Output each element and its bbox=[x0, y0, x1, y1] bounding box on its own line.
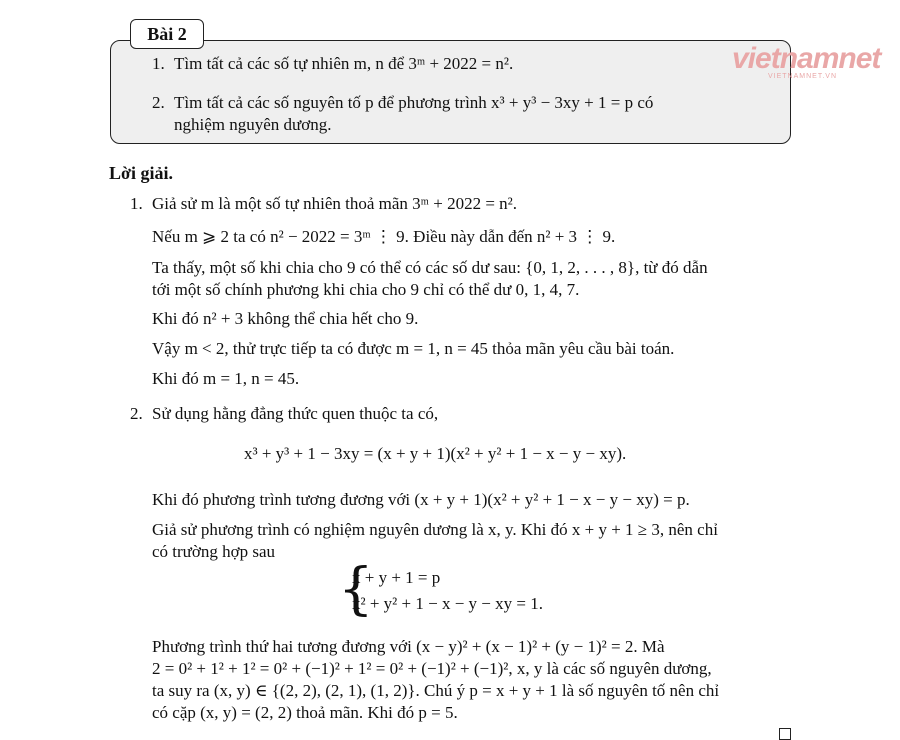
watermark-sub: VIETNAMNET.VN bbox=[768, 73, 838, 80]
problem-item-1-number: 1. bbox=[152, 54, 165, 73]
problem-item-2-line-2: nghiệm nguyên dương. bbox=[174, 115, 332, 134]
problem-item-1: Tìm tất cả các số tự nhiên m, n để 3ᵐ + 2022 = n². bbox=[174, 54, 514, 73]
system-brace: { bbox=[338, 557, 374, 622]
watermark-logo bbox=[732, 42, 881, 84]
system-equation-1: x + y + 1 = p bbox=[352, 568, 441, 587]
part1-line-5: Khi đó n² + 3 không thể chia hết cho 9. bbox=[152, 309, 419, 328]
problem-tag: Bài 2 bbox=[130, 19, 204, 49]
system-equation-2: x² + y² + 1 − x − y − xy = 1. bbox=[352, 594, 543, 613]
part1-line-3: Ta thấy, một số khi chia cho 9 có thể có các số dư sau: {0, 1, 2, . . . , 8}, từ đó dẫn bbox=[152, 258, 708, 277]
part2-line-1: Sử dụng hằng đẳng thức quen thuộc ta có, bbox=[152, 404, 439, 423]
qed-square bbox=[779, 728, 791, 740]
solution-part-2-number: 2. bbox=[130, 404, 143, 423]
part2-line-4: có trường hợp sau bbox=[152, 542, 276, 561]
solution-heading: Lời giải. bbox=[109, 163, 173, 183]
problem-item-2-line-1: Tìm tất cả các số nguyên tố p để phương trình x³ + y³ − 3xy + 1 = p có bbox=[174, 93, 654, 112]
part1-line-6: Vậy m < 2, thử trực tiếp ta có được m = 1, n = 45 thỏa mãn yêu cầu bài toán. bbox=[152, 339, 675, 358]
part1-line-2: Nếu m ⩾ 2 ta có n² − 2022 = 3ᵐ ⋮ 9. Điều này dẫn đến n² + 3 ⋮ 9. bbox=[152, 227, 616, 246]
problem-item-2-number: 2. bbox=[152, 93, 165, 112]
part2-line-7: ta suy ra (x, y) ∈ {(2, 2), (2, 1), (1, 2)}. Chú ý p = x + y + 1 là số nguyên tố nên chỉ bbox=[152, 681, 720, 700]
part2-line-3: Giả sử phương trình có nghiệm nguyên dương là x, y. Khi đó x + y + 1 ≥ 3, nên chỉ bbox=[152, 520, 718, 539]
part2-line-6: 2 = 0² + 1² + 1² = 0² + (−1)² + 1² = 0² + (−1)² + (−1)², x, y là các số nguyên dương, bbox=[152, 659, 712, 678]
solution-part-1-number: 1. bbox=[130, 194, 143, 213]
part2-line-8: có cặp (x, y) = (2, 2) thoả mãn. Khi đó p = 5. bbox=[152, 703, 458, 722]
watermark-main: vietnamnet bbox=[732, 42, 881, 75]
part2-line-5: Phương trình thứ hai tương đương với (x − y)² + (x − 1)² + (y − 1)² = 2. Mà bbox=[152, 637, 665, 656]
part2-identity-equation: x³ + y³ + 1 − 3xy = (x + y + 1)(x² + y² + 1 − x − y − xy). bbox=[244, 444, 627, 463]
part1-line-7: Khi đó m = 1, n = 45. bbox=[152, 369, 300, 388]
part2-line-2: Khi đó phương trình tương đương với (x + y + 1)(x² + y² + 1 − x − y − xy) = p. bbox=[152, 490, 690, 509]
part1-line-1: Giả sử m là một số tự nhiên thoả mãn 3ᵐ + 2022 = n². bbox=[152, 194, 518, 213]
part1-line-4: tới một số chính phương khi chia cho 9 chỉ có thể dư 0, 1, 4, 7. bbox=[152, 280, 580, 299]
